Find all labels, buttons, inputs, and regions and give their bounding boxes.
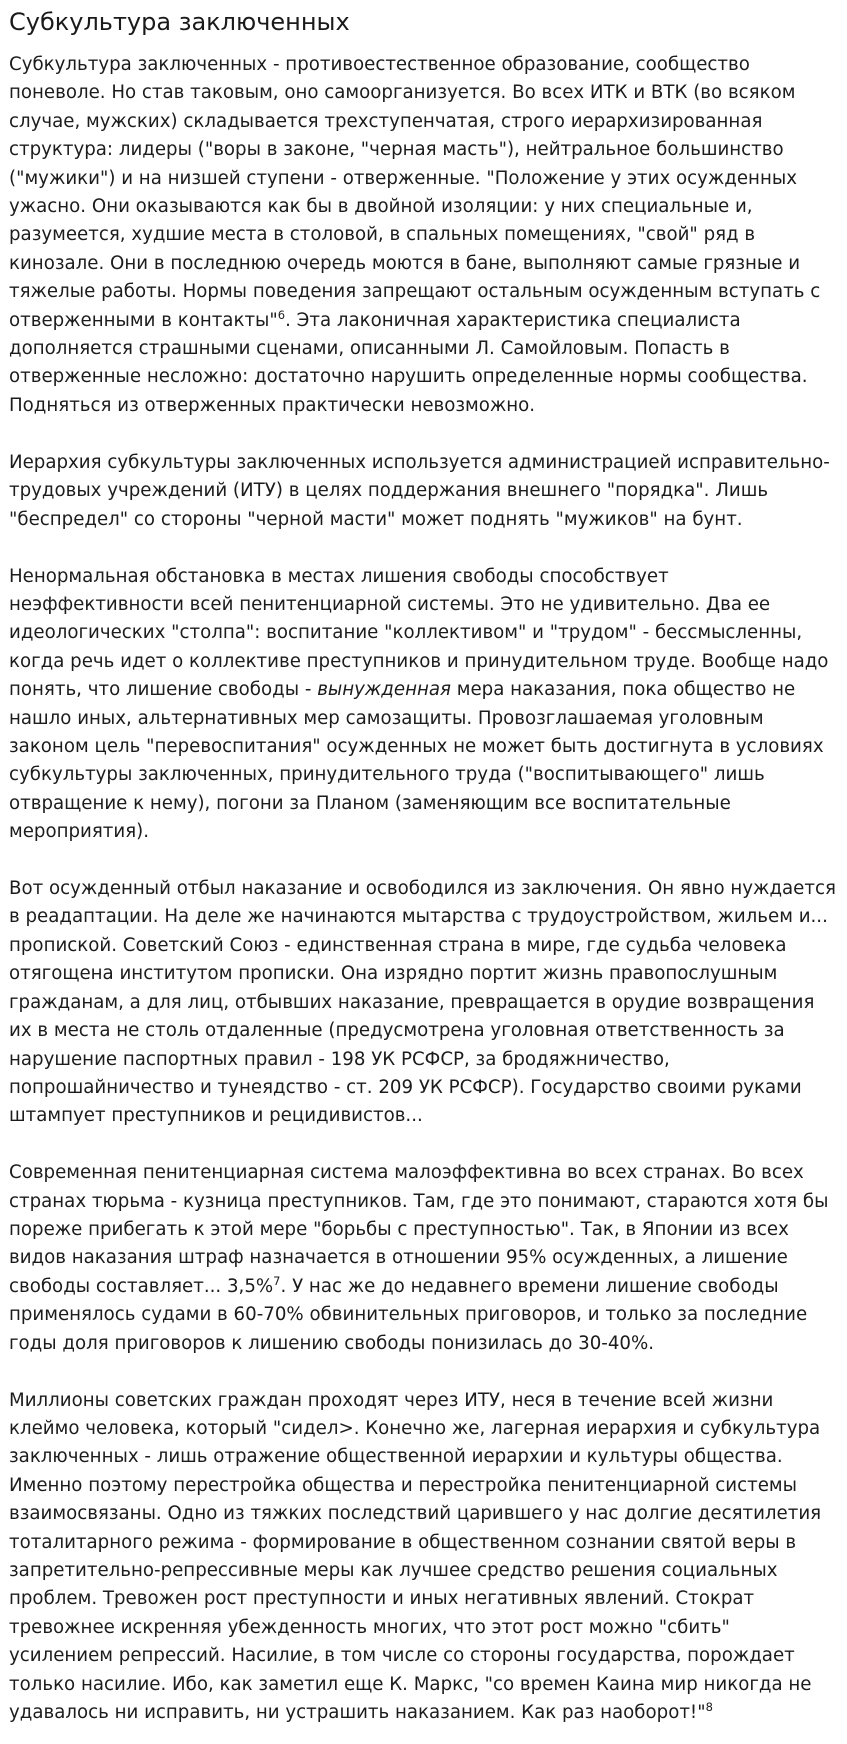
paragraph-text: мера наказания, пока общество не нашло иных, альтернативных мер самозащиты. Провозглашаемая уголовным законом цель "перевоспитания" осужденных не может быть достигнута в условиях субкультуры заключенных, принудительного труда ("воспитывающего" лишь отвращение к нему), погони за Планом (заменяющим все воспитательные мероприятия). [9,679,824,843]
paragraph-3 [9,563,839,847]
footnote-ref: 6 [277,307,286,322]
paragraph-text: Иерархия субкультуры заключенных используется администрацией исправительно-трудовых учреждений (ИТУ) в целях поддержания внешнего "порядка". Лишь "беспредел" со стороны "черной масти" может поднять "мужиков" на бунт. [9,451,830,530]
paragraph-text: Вот осужденный отбыл наказание и освободился из заключения. Он явно нуждается в реадаптации. На деле же начинаются мытарства с трудоустройством, жильем и... пропиской. Советский Союз - единственная страна в мире, где судьба человека отягощена институтом прописки. Она изрядно портит жизнь правопослушным гражданам, а для лиц, отбывших наказание, превращается в орудие возвращения их в места не столь отдаленные (предусмотрена уголовная ответственность за нарушение паспортных правил - 198 УК РСФСР, за бродяжничество, попрошайничество и тунеядство - ст. 209 УК РСФСР). Государство своими руками штампует преступников и рецидивистов... [9,878,836,1127]
emphasis-text: вынужденная [317,679,451,701]
paragraph-text: . У нас же до недавнего времени лишение свободы применялось судами в 60-70% обвинительных приговоров, и только за последние годы доля приговоров к лишению свободы понизилась до 30-40%. [9,1275,808,1354]
paragraph-text: Субкультура заключенных - противоестественное образование, сообщество поневоле. Но став таковым, оно самоорганизуется. Во всех ИТК и ВТК (во всяком случае, мужских) складывается трехступенчатая, строго иерархизированная структура: лидеры ("воры в законе, "черная масть"), нейтральное большинство ("мужики") и на низшей ступени - отверженные. "Положение у этих осужденных ужасно. Они оказываются как бы в двойной изоляции: у них специальные и, разумеется, худшие места в столовой, в спальных помещениях, "свой" ряд в кинозале. Они в последнюю очередь моются в бане, выполняют самые грязные и тяжелые работы. Нормы поведения запрещают остальным осужденным вступать с отверженными в контакты" [9,54,821,331]
paragraph-4 [9,875,839,1131]
paragraph-1 [9,51,839,420]
footnote-ref: 7 [273,1273,281,1288]
footnote-ref: 8 [705,1700,713,1715]
paragraph-2 [9,449,839,534]
article-title: Субкультура заключенных [9,8,350,36]
paragraph-text: Ненормальная обстановка в местах лишения свободы способствует неэффективности всей пенитенциарной системы. Это не удивительно. Два ее идеологических "столпа": воспитание "коллективом" и "трудом" - бессмысленны, когда речь идет о коллективе преступников и принудительном труде. Вообще надо понять, что лишение свободы - [9,565,829,701]
paragraph-6 [9,1387,839,1728]
paragraph-5 [9,1159,839,1358]
paragraph-text: Миллионы советских граждан проходят через ИТУ, неся в течение всей жизни клеймо человека, который "сидел>. Конечно же, лагерная иерархия и субкультура заключенных - лишь отражение общественной иерархии и культуры общества. Именно поэтому перестройка общества и перестройка пенитенциарной системы взаимосвязаны. Одно из тяжких последствий царившего у нас долгие десятилетия тоталитарного режима - формирование в общественном сознании святой веры в запретительно-репрессивные меры как лучшее средство решения социальных проблем. Тревожен рост преступности и иных негативных явлений. Стократ тревожнее искренняя убежденность многих, что этот рост можно "сбить" усилением репрессий. Насилие, в том числе со стороны государства, порождает только насилие. Ибо, как заметил еще К. Маркс, "со времен Каина мир никогда не удавалось ни исправить, ни устрашить наказанием. Как раз наоборот!" [9,1389,822,1724]
paragraph-text: . Эта лаконичная характеристика специалиста дополняется страшными сценами, описанными Л. Самойловым. Попасть в отверженные несложно: достаточно нарушить определенные нормы сообщества. Подняться из отверженных практически невозможно. [9,309,808,416]
paragraph-text: Современная пенитенциарная система малоэффективна во всех странах. Во всех странах тюрьма - кузница преступников. Там, где это понимают, стараются хотя бы пореже прибегать к этой мере "борьбы с преступностью". Так, в Японии из всех видов наказания штраф назначается в отношении 95% осужденных, а лишение свободы составляет... 3,5% [9,1162,829,1297]
